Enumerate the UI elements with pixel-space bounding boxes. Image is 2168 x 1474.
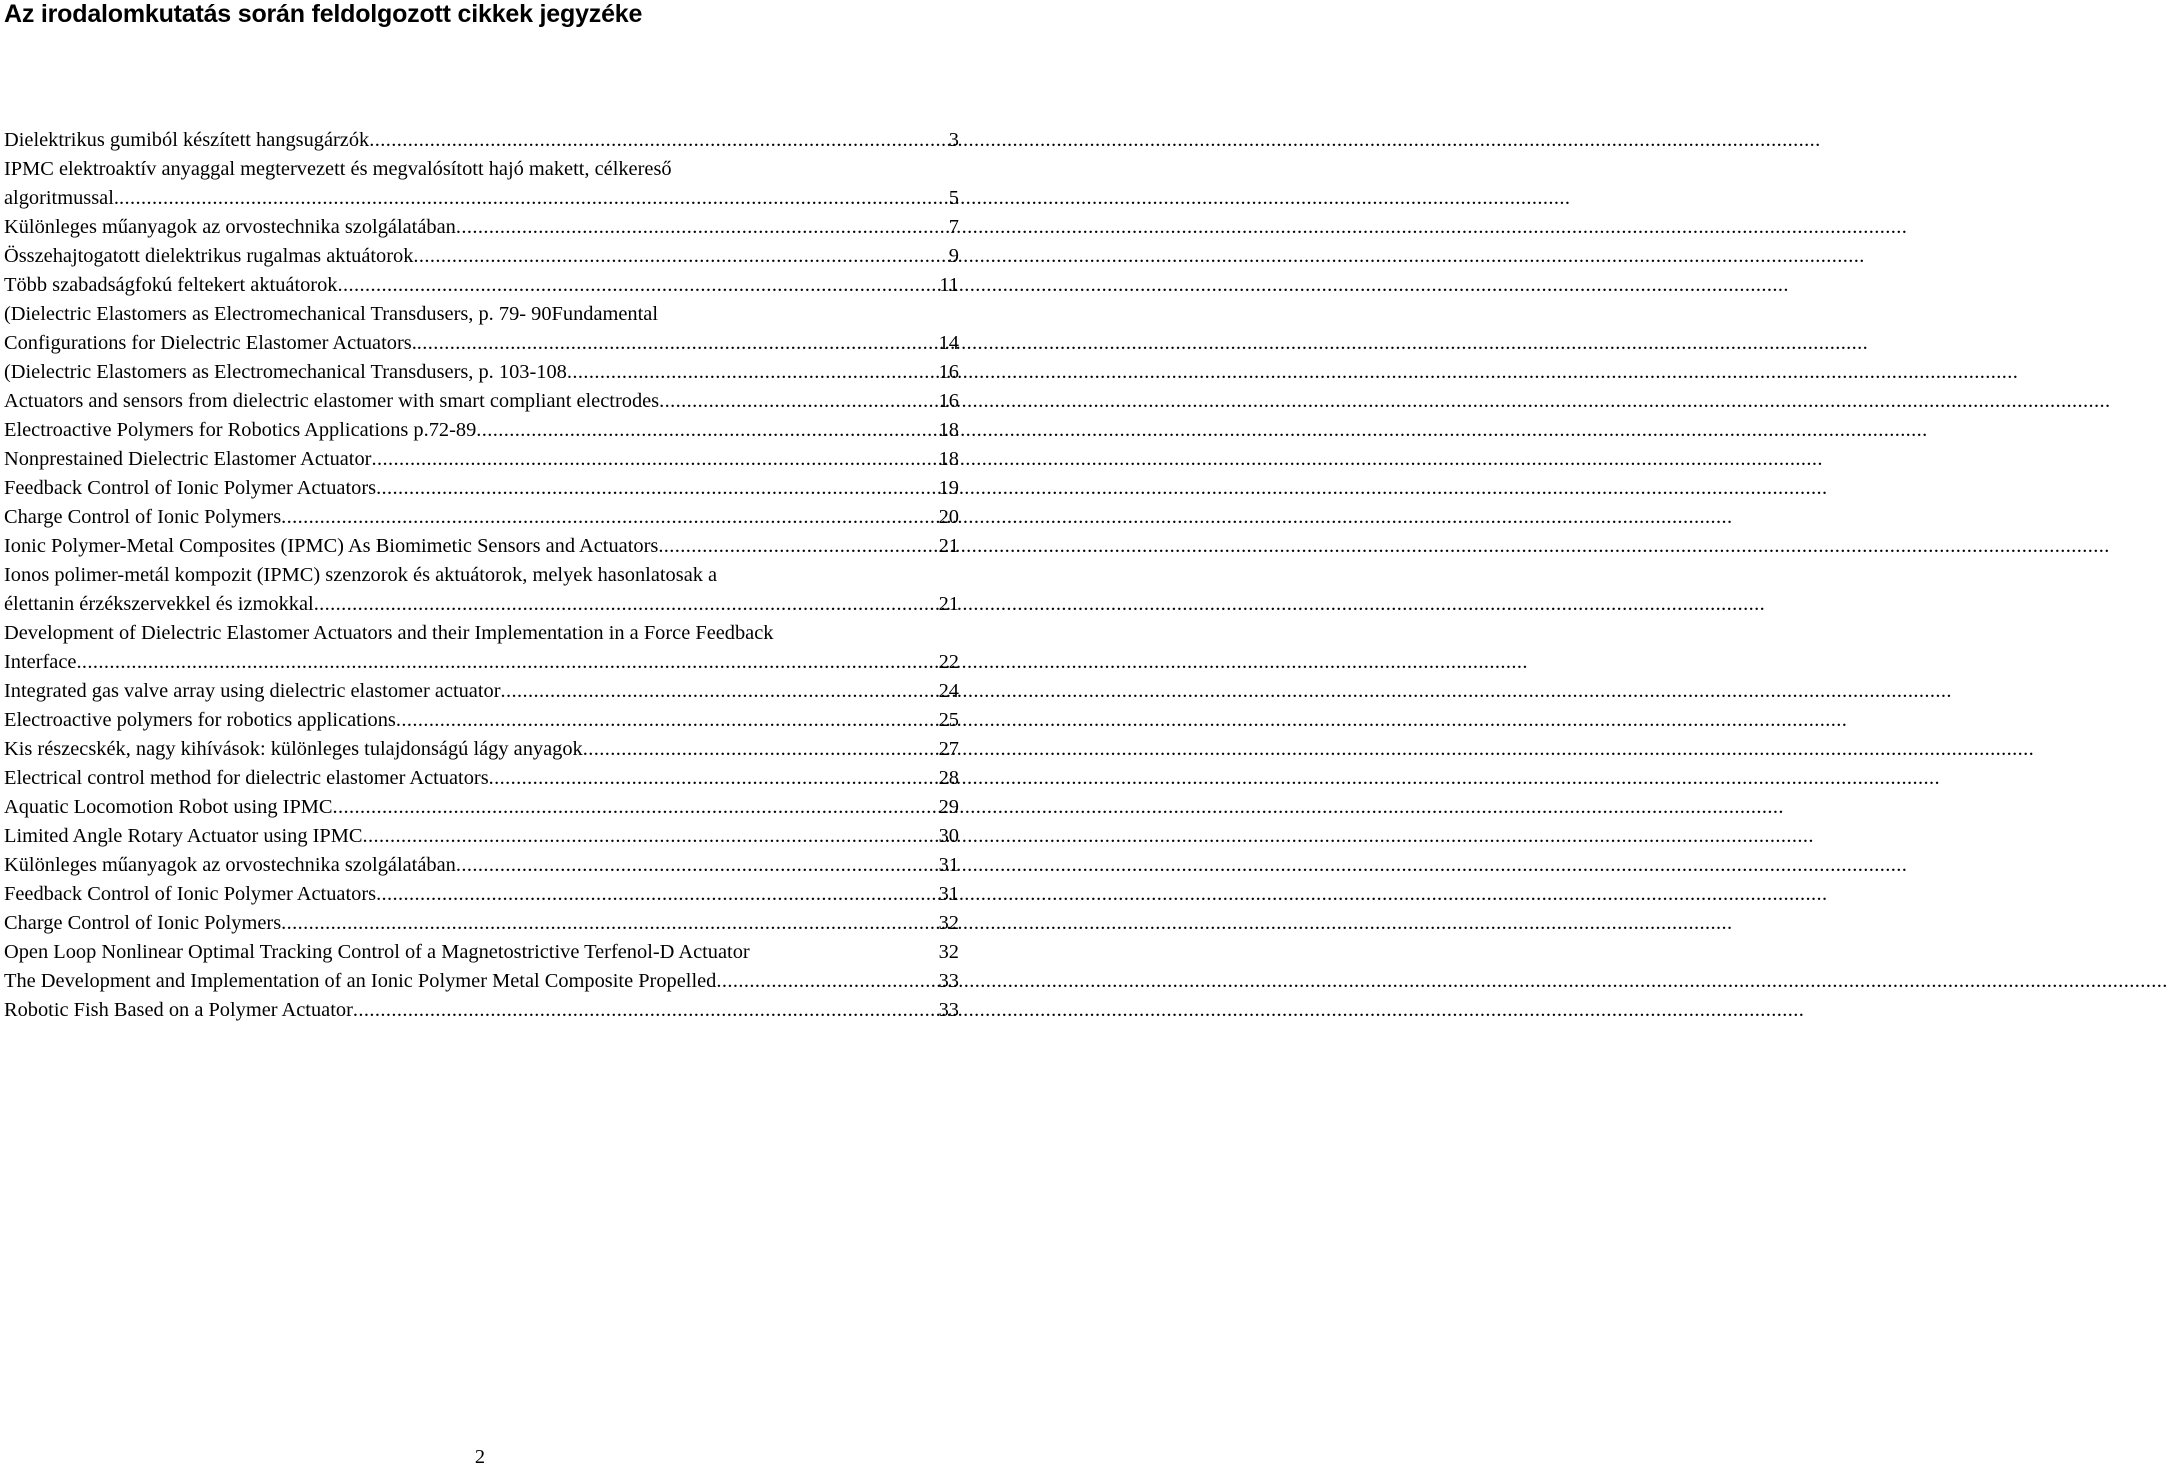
toc-dot-leader (376, 474, 935, 503)
toc-entry-title: Különleges műanyagok az orvostechnika szolgálatában (4, 216, 456, 238)
toc-entry-line (4, 155, 959, 184)
toc-entry-title: Robotic Fish Based on a Polymer Actuator (4, 999, 353, 1021)
toc-entry-page-number: 16 (938, 361, 959, 383)
toc-entry-title: IPMC elektroaktív anyaggal megtervezett és megvalósított hajó makett, célkereső (4, 158, 672, 180)
toc-entry[interactable] (4, 909, 959, 938)
toc-entry-page-number: 33 (938, 999, 959, 1021)
toc-entry-title: Különleges műanyagok az orvostechnika szolgálatában (4, 854, 456, 876)
toc-entry[interactable] (4, 880, 959, 909)
toc-entry[interactable] (4, 764, 959, 793)
toc-dot-leader (489, 764, 935, 793)
toc-entry[interactable] (4, 532, 959, 561)
toc-dot-leader (119, 184, 945, 213)
toc-entry-page-number: 7 (948, 216, 959, 238)
toc-entry-title: Configurations for Dielectric Elastomer Actuators. (4, 332, 417, 354)
toc-entry[interactable] (4, 561, 959, 619)
toc-dot-leader (76, 648, 934, 677)
toc-entry[interactable] (4, 793, 959, 822)
toc-dot-leader (363, 822, 935, 851)
toc-entry-title: Ionos polimer-metál kompozit (IPMC) szenzorok és aktuátorok, melyek hasonlatosak a (4, 564, 718, 586)
toc-entry[interactable] (4, 242, 959, 271)
toc-entry-line (4, 474, 959, 503)
toc-dot-leader (501, 677, 935, 706)
toc-entry-line (4, 938, 959, 967)
table-of-contents (4, 126, 959, 1025)
toc-entry-title: Open Loop Nonlinear Optimal Tracking Control of a Magnetostrictive Terfenol-D Actuator (4, 941, 750, 963)
toc-entry-line (4, 416, 959, 445)
page-number: 2 (474, 1446, 486, 1468)
toc-entry-title: Kis részecskék, nagy kihívások: különleges tulajdonságú lágy anyagok (4, 738, 583, 760)
toc-entry-line (4, 503, 959, 532)
toc-entry-page-number: 27 (938, 738, 959, 760)
toc-entry-page-number: 22 (938, 651, 959, 673)
toc-entry-title: Charge Control of Ionic Polymers (4, 912, 282, 934)
toc-entry-line (4, 648, 959, 677)
toc-entry-line (4, 822, 959, 851)
toc-entry[interactable] (4, 996, 959, 1025)
toc-entry-title: Ionic Polymer-Metal Composites (IPMC) As Biomimetic Sensors and Actuators (4, 535, 659, 557)
toc-entry-line (4, 358, 959, 387)
toc-entry-line (4, 996, 959, 1025)
toc-entry[interactable] (4, 155, 959, 213)
toc-entry-title: Nonprestained Dielectric Elastomer Actuator (4, 448, 372, 470)
toc-entry[interactable] (4, 851, 959, 880)
toc-entry[interactable] (4, 967, 959, 996)
toc-entry-line (4, 242, 959, 271)
toc-entry-page-number: 9 (948, 245, 959, 267)
toc-entry-title: Limited Angle Rotary Actuator using IPMC (4, 825, 363, 847)
toc-dot-leader (417, 329, 935, 358)
toc-entry-line (4, 590, 959, 619)
toc-entry-title: Összehajtogatott dielektrikus rugalmas aktuátorok (4, 245, 414, 267)
toc-dot-leader (396, 706, 935, 735)
toc-entry-line (4, 387, 959, 416)
toc-entry[interactable] (4, 300, 959, 358)
toc-dot-leader (716, 967, 934, 996)
toc-entry-title: Dielektrikus gumiból készített hangsugárzók (4, 129, 370, 151)
toc-entry-title: The Development and Implementation of an Ionic Polymer Metal Composite Propelled (4, 970, 717, 992)
toc-entry-line (4, 126, 959, 155)
toc-entry-page-number: 33 (938, 970, 959, 992)
toc-entry-page-number: 21 (938, 593, 959, 615)
toc-entry[interactable] (4, 445, 959, 474)
toc-dot-leader (281, 503, 934, 532)
toc-entry-line (4, 851, 959, 880)
toc-entry-line (4, 967, 959, 996)
toc-entry-title: Electrical control method for dielectric elastomer Actuators (4, 767, 489, 789)
toc-entry[interactable] (4, 503, 959, 532)
toc-dot-leader (413, 242, 944, 271)
toc-entry[interactable] (4, 358, 959, 387)
toc-entry-page-number: 28 (938, 767, 959, 789)
toc-entry-line (4, 213, 959, 242)
toc-entry[interactable] (4, 822, 959, 851)
toc-entry-page-number: 24 (938, 680, 959, 702)
toc-entry-title: Integrated gas valve array using dielectric elastomer actuator (4, 680, 501, 702)
toc-entry-line (4, 532, 959, 561)
toc-entry-line (4, 445, 959, 474)
toc-entry-line (4, 619, 959, 648)
toc-entry-title: Electroactive Polymers for Robotics Applications p.72-89 (4, 419, 477, 441)
toc-dot-leader (376, 880, 935, 909)
toc-entry-line (4, 329, 959, 358)
toc-dot-leader (369, 126, 945, 155)
toc-entry-title: (Dielectric Elastomers as Electromechanical Transdusers, p. 79- 90Fundamental (4, 303, 659, 325)
toc-entry-page-number: 20 (938, 506, 959, 528)
toc-entry-page-number: 3 (948, 129, 959, 151)
toc-dot-leader (371, 445, 934, 474)
toc-entry-line (4, 909, 959, 938)
toc-entry[interactable] (4, 474, 959, 503)
toc-entry-page-number: 5 (948, 187, 959, 209)
page-title: Az irodalomkutatás során feldolgozott cikkek jegyzéke (4, 0, 643, 28)
toc-entry-line (4, 677, 959, 706)
toc-dot-leader (567, 358, 935, 387)
toc-entry-title: Több szabadságfokú feltekert aktuátorok (4, 274, 338, 296)
toc-dot-leader (476, 416, 934, 445)
toc-entry-line (4, 561, 959, 590)
toc-dot-leader (659, 387, 934, 416)
toc-entry-title: élettanin érzékszervekkel és izmokkal (4, 593, 314, 615)
toc-entry[interactable] (4, 938, 959, 967)
toc-entry-page-number: 25 (938, 709, 959, 731)
toc-dot-leader (583, 735, 935, 764)
toc-entry-title: Electroactive polymers for robotics applications (4, 709, 396, 731)
toc-entry-line (4, 735, 959, 764)
toc-entry[interactable] (4, 677, 959, 706)
toc-dot-leader (456, 851, 935, 880)
toc-entry[interactable] (4, 416, 959, 445)
toc-dot-leader (314, 590, 935, 619)
toc-entry-page-number: 31 (938, 883, 959, 905)
toc-entry-line (4, 764, 959, 793)
toc-dot-leader (338, 271, 936, 300)
toc-entry-title: Charge Control of Ionic Polymers (4, 506, 282, 528)
toc-entry-page-number: 32 (938, 912, 959, 934)
toc-entry-title: Aquatic Locomotion Robot using IPMC (4, 796, 333, 818)
toc-entry-line (4, 793, 959, 822)
toc-entry-line (4, 271, 959, 300)
toc-entry-title: Feedback Control of Ionic Polymer Actuators (4, 477, 377, 499)
toc-entry[interactable] (4, 213, 959, 242)
toc-entry-page-number: 16 (938, 390, 959, 412)
toc-entry-title: Interface (4, 651, 77, 673)
toc-entry-page-number: 21 (938, 535, 959, 557)
toc-entry-title: Development of Dielectric Elastomer Actuators and their Implementation in a Force Feedback (4, 622, 774, 644)
toc-entry-page-number: 19 (938, 477, 959, 499)
toc-entry-title: (Dielectric Elastomers as Electromechanical Transdusers, p. 103-108 (4, 361, 567, 383)
toc-entry-page-number: 18 (938, 448, 959, 470)
toc-entry-line (4, 300, 959, 329)
toc-entry-line (4, 184, 959, 213)
toc-entry[interactable] (4, 271, 959, 300)
toc-dot-leader (281, 909, 934, 938)
toc-entry-page-number: 14 (938, 332, 959, 354)
toc-entry-line (4, 706, 959, 735)
toc-entry-page-number: 32 (938, 941, 959, 963)
toc-entry[interactable] (4, 735, 959, 764)
toc-dot-leader (333, 793, 935, 822)
toc-entry[interactable] (4, 387, 959, 416)
toc-entry[interactable] (4, 619, 959, 677)
toc-entry-page-number: 18 (938, 419, 959, 441)
toc-entry-title: Actuators and sensors from dielectric elastomer with smart compliant electrodes (4, 390, 660, 412)
toc-entry-page-number: 30 (938, 825, 959, 847)
toc-entry[interactable] (4, 706, 959, 735)
toc-dot-leader (456, 213, 945, 242)
toc-entry-page-number: 11 (939, 274, 959, 296)
toc-entry-page-number: 31 (938, 854, 959, 876)
toc-dot-leader (353, 996, 935, 1025)
toc-entry-page-number: 29 (938, 796, 959, 818)
toc-entry-line (4, 880, 959, 909)
toc-entry-title: Feedback Control of Ionic Polymer Actuators (4, 883, 377, 905)
toc-dot-leader (658, 532, 934, 561)
toc-entry[interactable] (4, 126, 959, 155)
toc-entry-title: algoritmussal. (4, 187, 119, 209)
